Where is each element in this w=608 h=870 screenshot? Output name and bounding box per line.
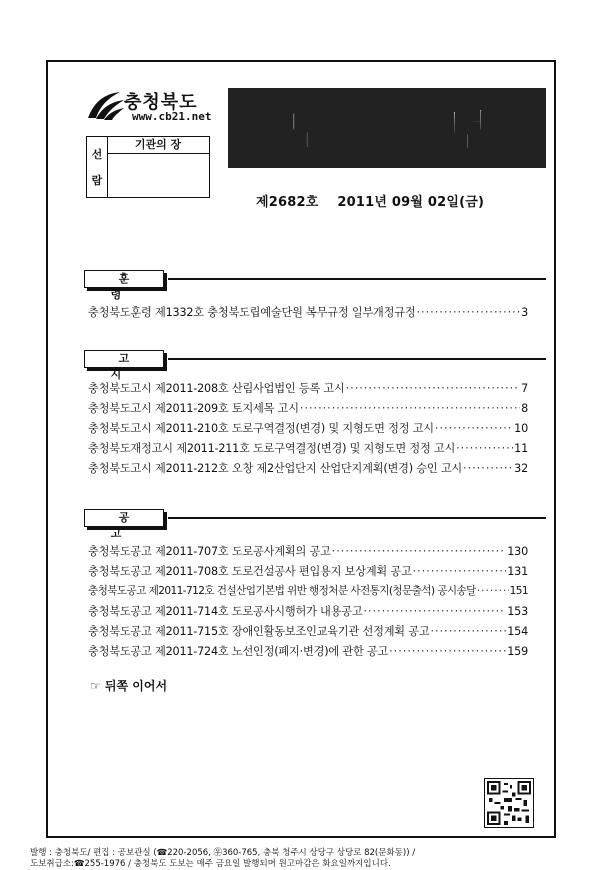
toc-leader	[456, 442, 513, 455]
toc-leader	[332, 545, 507, 558]
toc-item-title: 충청북도훈령 제1332호 충청북도립예술단원 복무규정 일부개정규정	[88, 306, 416, 319]
section-rule	[168, 358, 546, 360]
toc-item-title: 충청북도공고 제2011-708호 도로건설공사 편입용지 보상계획 공고	[88, 565, 412, 578]
section-label-hunryeong: 훈 령	[84, 270, 164, 288]
toc-item-page: 154	[507, 625, 528, 638]
toc-item-page: 131	[507, 565, 528, 578]
toc-item-title: 충청북도공고 제2011-715호 장애인활동보조인교육기관 선정계획 공고	[88, 625, 430, 638]
toc-leader	[417, 306, 521, 319]
toc-item-page: 8	[521, 402, 528, 415]
toc-item-page: 10	[514, 422, 528, 435]
section-label-gosi: 고 시	[84, 350, 164, 368]
toc-item-title: 충청북도공고 제2011-712호 건설산업기본법 위반 행정처분 사전통지(청문출석) 공시송달	[88, 585, 476, 597]
toc-item-page: 151	[509, 585, 528, 597]
toc-item[interactable]	[88, 460, 528, 478]
approval-box	[86, 136, 210, 198]
toc-item-title: 충청북도고시 제2011-208호 산림사업법인 등록 고시	[88, 382, 345, 395]
toc-item-title: 충청북도공고 제2011-714호 도로공사시행허가 내용공고	[88, 605, 363, 618]
toc-item-page: 7	[521, 382, 528, 395]
toc-item[interactable]	[88, 543, 528, 561]
issue-line	[256, 191, 484, 210]
toc-leader	[413, 565, 507, 578]
toc-item[interactable]	[88, 583, 528, 601]
toc-item[interactable]	[88, 304, 528, 322]
toc-leader	[463, 462, 513, 475]
toc-leader	[430, 625, 506, 638]
toc-item-title: 충청북도고시 제2011-209호 토지세목 고시	[88, 402, 299, 415]
logo-name: 충청북도	[124, 92, 198, 113]
masthead-title: 도 보	[278, 99, 538, 167]
toc-item-title: 충청북도고시 제2011-210호 도로구역결정(변경) 및 지형도면 정정 고시	[88, 422, 434, 435]
toc-item-title: 충청북도재정고시 제2011-211호 도로구역결정(변경) 및 지형도면 정정 고시	[88, 442, 456, 455]
toc-item[interactable]	[88, 400, 528, 418]
toc-item[interactable]	[88, 563, 528, 581]
toc-item[interactable]	[88, 420, 528, 438]
toc-item-title: 충청북도공고 제2011-707호 도로공사계획의 공고	[88, 545, 331, 558]
toc-leader	[346, 382, 520, 395]
toc-item[interactable]	[88, 623, 528, 641]
masthead	[228, 88, 546, 168]
toc-item-page: 11	[514, 442, 528, 455]
toc-leader	[363, 605, 506, 618]
toc-leader	[389, 645, 506, 658]
issue-number: 제2682호	[256, 195, 319, 210]
footer-line-2: 도보취급소:☎255-1976 / 충청북도 도보는 매주 금요일 발행되며 원고마감은 화요일까지입니다.	[30, 859, 391, 869]
logo-url: www.cb21.net	[132, 110, 212, 123]
toc-item[interactable]	[88, 643, 528, 661]
footer	[30, 848, 590, 870]
approval-side-top: 선	[91, 148, 103, 161]
toc-item-page: 153	[507, 605, 528, 618]
toc-item-page: 3	[521, 306, 528, 319]
qr-code-icon	[484, 778, 534, 828]
logo	[86, 86, 226, 126]
toc-item[interactable]	[88, 440, 528, 458]
approval-side-bottom: 람	[91, 174, 103, 187]
toc-item-page: 159	[507, 645, 528, 658]
approval-side	[87, 137, 108, 197]
toc-leader	[435, 422, 513, 435]
toc-item-title: 충청북도고시 제2011-212호 오창 제2산업단지 산업단지계획(변경) 승인 고시	[88, 462, 463, 475]
toc-leader	[300, 402, 520, 415]
toc-item-page: 32	[514, 462, 528, 475]
section-rule	[168, 517, 546, 519]
approval-header: 기관의 장	[107, 137, 209, 154]
continued-note: ☞ 뒤쪽 이어서	[90, 679, 168, 693]
toc-item-page: 130	[507, 545, 528, 558]
logo-mark-icon	[86, 88, 126, 122]
toc-leader	[477, 585, 509, 597]
issue-date: 2011년 09월 02일(금)	[337, 195, 485, 210]
toc-item[interactable]	[88, 603, 528, 621]
section-rule	[168, 278, 546, 280]
toc-item-title: 충청북도공고 제2011-724호 노선인정(폐지·변경)에 관한 공고	[88, 645, 389, 658]
section-label-gonggo: 공 고	[84, 509, 164, 527]
footer-line-1: 발행 : 충청북도/ 편집 : 공보관실 (☎220-2056, ㉾360-765, 충북 청주시 상당구 상당로 82(문화동)) /	[30, 848, 416, 858]
toc-item[interactable]	[88, 380, 528, 398]
